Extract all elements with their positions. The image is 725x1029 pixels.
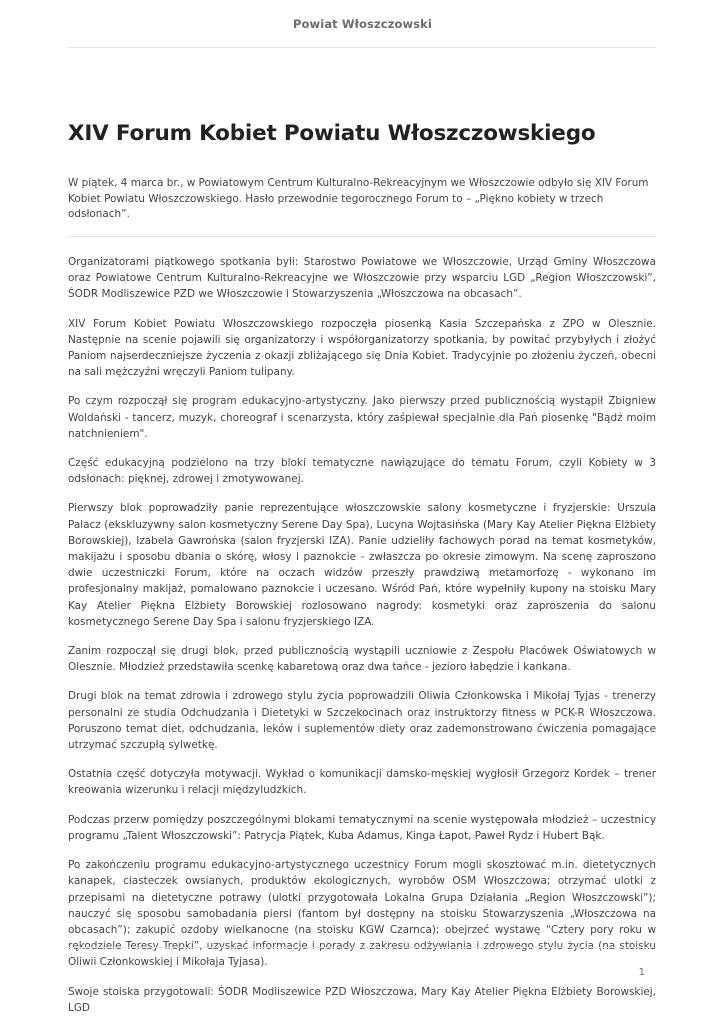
article-paragraph: Drugi blok na temat zdrowia i zdrowego stylu życia poprowadzili Oliwia Członkowska i Mikołaj Tyjas - trenerzy personalni ze studia Odchudzania i Dietetyki w Szczekocinach oraz instruktorzy fitness w PCK-R Włoszczowa. Poruszono temat diet, odchudzania, leków i suplementów diety oraz zademonstrowano ćwiczenia pomagające utrzymać szczupłą sylwetkę. <box>68 690 656 752</box>
article-paragraph: Po czym rozpoczął się program edukacyjno-artystyczny. Jako pierwszy przed publicznością wystąpił Zbigniew Woldański - tancerz, muzyk, choreograf i scenarzysta, który zaśpiewał specjalnie dla Pań piosenkę "Bądź moim natchnieniem". <box>68 395 656 440</box>
article-body <box>68 254 656 1029</box>
footer-divider <box>68 947 656 948</box>
article-lead: W piątek, 4 marca br., w Powiatowym Centrum Kulturalno-Rekreacyjnym we Włoszczowie odbyło się XIV Forum Kobiet Powiatu Włoszczowskiego. Hasło przewodnie tegorocznego Forum to – „Piękno kobiety w trzech odsłonach”. <box>68 177 649 221</box>
article-paragraph: Zanim rozpoczął się drugi blok, przed publicznością wystąpili uczniowie z Zespołu Placówek Oświatowych w Olesznie. Młodzież przedstawiła scenkę kabaretową oraz dwa tańce - jezioro łabędzie i kankana. <box>68 645 656 674</box>
article-paragraph: Po zakończeniu programu edukacyjno-artystycznego uczestnicy Forum mogli skosztować m.in. dietetycznych kanapek, ciasteczek owsianych, produktów ekologicznych, wyrobów OSM Włoszczowa; otrzymać ulotki z przepisami na dietetyczne potrawy (ulotki przygotowała Lokalna Grupa Działania „Region Włoszczowski”); nauczyć się sposobu samobadania piersi (fantom był dostępny na stoisku Stowarzyszenia „Włoszczowa na obcasach”); zakupić ozdoby wielkanocne (na stoisku KGW Czarnca); obejrzeć wystawę “Cztery pory roku w Oliwii Członkowskiej i Mikołaja Tyjasa). <box>68 859 656 969</box>
site-header: Powiat Włoszczowski <box>293 17 432 31</box>
article-paragraph: Swoje stoiska przygotowali: ŚODR Modliszewice PZD Włoszczowa, Mary Kay Atelier Piękna Elżbiety Borowskiej, LGD <box>68 985 656 1014</box>
article-paragraph: Podczas przerw pomiędzy poszczególnymi blokami tematycznymi na scenie występowała młodzież – uczestnicy programu „Talent Włoszczowski”: Patrycja Piątek, Kuba Adamus, Kinga Łapot, Paweł Rydz i Hubert Bąk. <box>68 813 656 842</box>
article-paragraph: XIV Forum Kobiet Powiatu Włoszczowskiego rozpoczęła piosenką Kasia Szczepańska z ZPO w Olesznie. Następnie na scenie pojawili się organizatorzy i współorganizatorzy spotkania, by powitać przybyłych i złożyć Paniom najserdeczniejsze życzenia z okazji zbliżającego się Dnia Kobiet. Tradycyjnie po złożeniu życzeń, obecni na sali mężczyźni wręczyli Paniom tulipany. <box>68 317 656 379</box>
header-divider <box>68 47 656 48</box>
article-paragraph: Pierwszy blok poprowadziły panie reprezentujące włoszczowskie salony kosmetyczne i fryzjerskie: Urszula Palacz (ekskluzywny salon kosmetyczny Serene Day Spa), Lucyna Wojtasińska (Mary Kay Atelier Piękna Elżbiety Borowskiej), Izabela Gawrońska (salon fryzjerski IZA). Panie udzieliły fachowych porad na temat kosmetyków, makijażu i sposobu dbania o skórę, włosy i paznokcie - zwłaszcza po okresie zimowym. Na scenę zaproszono dwie uczestniczki Forum, które na oczach widzów przeszły prawdziwą metamorfozę - wykonano im profesjonalny makijaż, pomalowano paznokcie i uczesano. Wśród Pań, które wypełniły kupony na stoisku Mary Kay Atelier Piękna Elżbiety Borowskiej rozlosowano nagrody: kosmetyki oraz zaproszenia do salonu kosmetycznego Serene Day Spa i salonu fryzjerskiego IZA. <box>68 502 656 628</box>
article-paragraph: Organizatorami piątkowego spotkania byli: Starostwo Powiatowe we Włoszczowie, Urząd Gminy Włoszczowa oraz Powiatowe Centrum Kulturalno-Rekreacyjne we Włoszczowie przy wsparciu LGD „Region Włoszczowski”, ŚODR Modliszewice PZD we Włoszczowie i Stowarzyszenia „Włoszczowa na obcasach”. <box>68 256 656 301</box>
page-number: 1 <box>638 967 645 978</box>
article-paragraph: Część edukacyjną podzielono na trzy bloki tematyczne nawiązujące do tematu Forum, czyli Kobiety w 3 odsłonach: pięknej, zdrowej i zmotywowanej. <box>68 457 656 486</box>
lead-divider <box>68 236 656 237</box>
article-title: XIV Forum Kobiet Powiatu Włoszczowskiego <box>68 121 596 146</box>
article-paragraph: Ostatnia część dotyczyła motywacji. Wykład o komunikacji damsko-męskiej wygłosił Grzegorz Kordek – trener kreowania wizerunku i relacji międzyludzkich. <box>68 768 656 797</box>
